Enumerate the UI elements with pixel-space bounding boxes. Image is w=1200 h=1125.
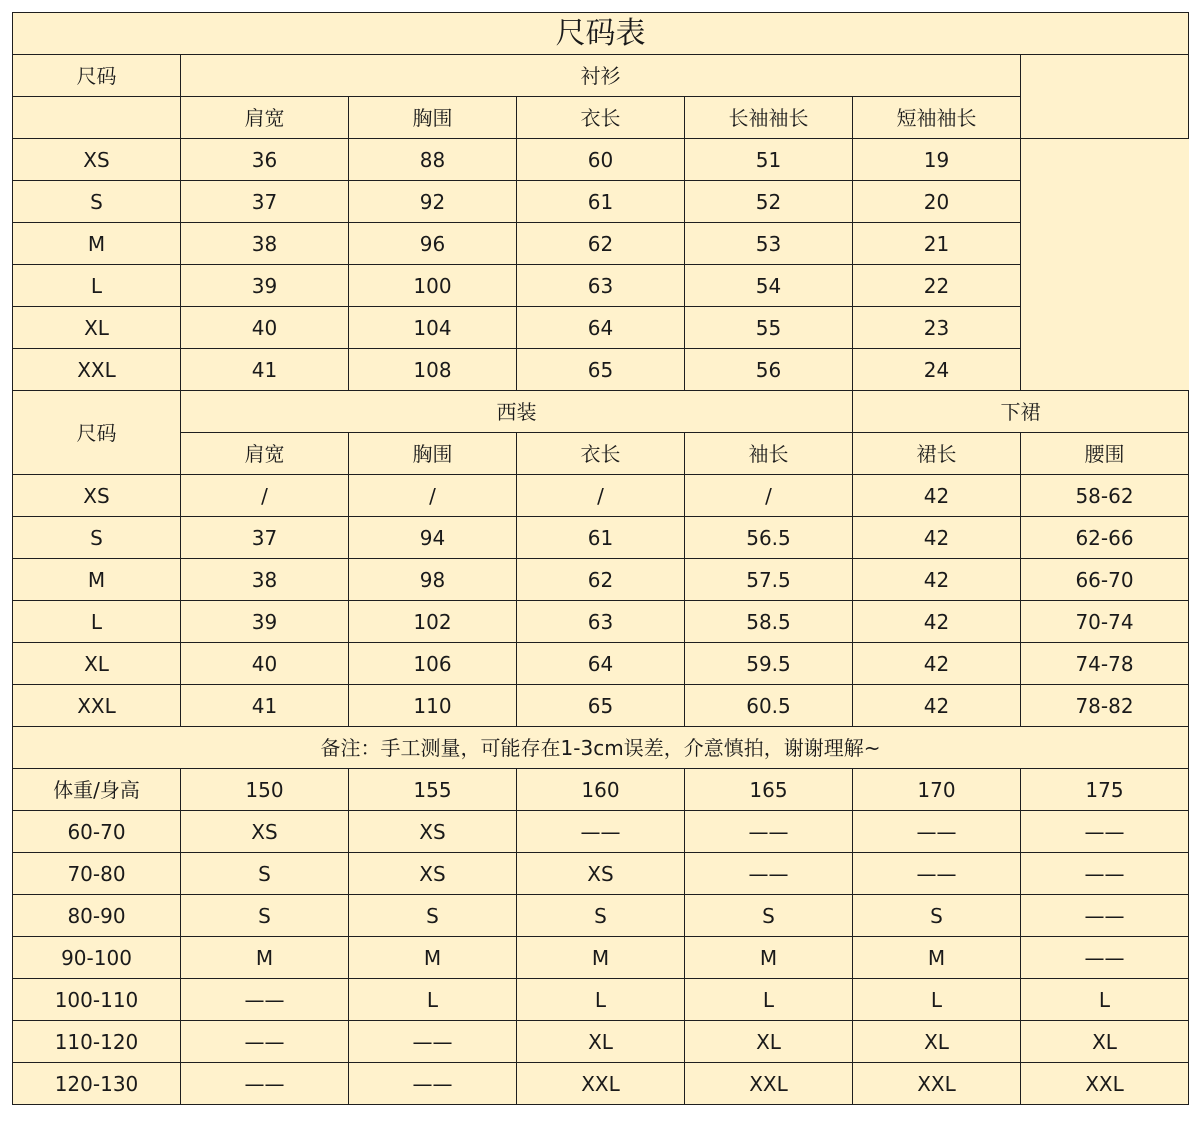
suit-cell: 59.5 (685, 643, 853, 685)
height-header-cell: 175 (1021, 769, 1189, 811)
recommend-cell: M (853, 937, 1021, 979)
skirt-cell: 42 (853, 475, 1021, 517)
suit-cell: 98 (349, 559, 517, 601)
note-text: 备注：手工测量，可能存在1-3cm误差，介意慎拍，谢谢理解~ (13, 727, 1189, 769)
recommend-cell: S (349, 895, 517, 937)
height-header-cell: 150 (181, 769, 349, 811)
shirt-cell: 24 (853, 349, 1021, 391)
size-chart-table (12, 12, 1189, 1105)
suit-row (13, 601, 1189, 643)
shirt-cell: 65 (517, 349, 685, 391)
suit-size: XS (13, 475, 181, 517)
recommend-header-row (13, 769, 1189, 811)
shirt-header-row (13, 97, 1189, 139)
suit-header-cell: 衣长 (517, 433, 685, 475)
suit-size-label: 尺码 (13, 391, 181, 475)
recommend-cell: XS (181, 811, 349, 853)
skirt-cell: 42 (853, 559, 1021, 601)
shirt-cell: 23 (853, 307, 1021, 349)
page-title: 尺码表 (13, 13, 1189, 55)
shirt-header-empty (13, 97, 181, 139)
title-row (13, 13, 1189, 55)
shirt-cell: 55 (685, 307, 853, 349)
note-section (13, 727, 1189, 769)
suit-cell: 94 (349, 517, 517, 559)
shirt-cell: 52 (685, 181, 853, 223)
shirt-size: XS (13, 139, 181, 181)
recommend-row (13, 937, 1189, 979)
suit-cell: 39 (181, 601, 349, 643)
shirt-cell: 37 (181, 181, 349, 223)
suit-header-row (13, 433, 1189, 475)
suit-cell: / (349, 475, 517, 517)
recommend-cell: M (685, 937, 853, 979)
recommend-cell: S (685, 895, 853, 937)
recommend-cell: XL (1021, 1021, 1189, 1063)
suit-cell: 38 (181, 559, 349, 601)
shirt-cell: 53 (685, 223, 853, 265)
suit-group-row (13, 391, 1189, 433)
shirt-header-cell: 胸围 (349, 97, 517, 139)
suit-cell: / (517, 475, 685, 517)
suit-cell: 61 (517, 517, 685, 559)
shirt-cell: 92 (349, 181, 517, 223)
recommend-cell: L (517, 979, 685, 1021)
recommend-row (13, 853, 1189, 895)
recommend-cell: S (181, 895, 349, 937)
recommend-cell: —— (1021, 811, 1189, 853)
recommend-cell: XXL (853, 1063, 1021, 1105)
recommend-cell: S (517, 895, 685, 937)
shirt-size-label: 尺码 (13, 55, 181, 97)
shirt-row (13, 307, 1189, 349)
recommend-cell: M (181, 937, 349, 979)
recommend-row (13, 811, 1189, 853)
suit-row (13, 685, 1189, 727)
suit-row (13, 559, 1189, 601)
shirt-group-label: 衬衫 (181, 55, 1021, 97)
skirt-header-cell: 腰围 (1021, 433, 1189, 475)
skirt-cell: 42 (853, 643, 1021, 685)
suit-cell: 57.5 (685, 559, 853, 601)
recommend-cell: XL (685, 1021, 853, 1063)
shirt-group-row (13, 55, 1189, 97)
shirt-cell: 104 (349, 307, 517, 349)
recommend-cell: S (181, 853, 349, 895)
suit-header-cell: 肩宽 (181, 433, 349, 475)
suit-size: XL (13, 643, 181, 685)
suit-cell: 110 (349, 685, 517, 727)
shirt-header-cell: 肩宽 (181, 97, 349, 139)
recommend-cell: —— (181, 1063, 349, 1105)
shirt-header-cell: 长袖袖长 (685, 97, 853, 139)
suit-cell: 58.5 (685, 601, 853, 643)
shirt-cell: 41 (181, 349, 349, 391)
shirt-cell: 51 (685, 139, 853, 181)
skirt-header-cell: 裙长 (853, 433, 1021, 475)
suit-size: XXL (13, 685, 181, 727)
recommend-cell: —— (685, 811, 853, 853)
skirt-group-label: 下裙 (853, 391, 1189, 433)
recommend-section (13, 769, 1189, 1105)
shirt-cell: 40 (181, 307, 349, 349)
recommend-cell: —— (181, 1021, 349, 1063)
recommend-cell: —— (1021, 895, 1189, 937)
shirt-cell: 96 (349, 223, 517, 265)
shirt-cell: 60 (517, 139, 685, 181)
suit-cell: 60.5 (685, 685, 853, 727)
shirt-cell: 62 (517, 223, 685, 265)
suit-cell: 62 (517, 559, 685, 601)
suit-header-cell: 胸围 (349, 433, 517, 475)
recommend-cell: S (853, 895, 1021, 937)
shirt-cell: 56 (685, 349, 853, 391)
shirt-row (13, 223, 1189, 265)
note-row (13, 727, 1189, 769)
recommend-cell: —— (853, 853, 1021, 895)
weight-range: 120-130 (13, 1063, 181, 1105)
height-header-cell: 170 (853, 769, 1021, 811)
recommend-cell: XXL (1021, 1063, 1189, 1105)
shirt-cell: 108 (349, 349, 517, 391)
shirt-size: XL (13, 307, 181, 349)
suit-cell: 63 (517, 601, 685, 643)
shirt-rows (13, 139, 1189, 391)
suit-cell: 56.5 (685, 517, 853, 559)
shirt-cell: 88 (349, 139, 517, 181)
shirt-cell: 22 (853, 265, 1021, 307)
shirt-header-cell: 短袖袖长 (853, 97, 1021, 139)
recommend-cell: L (349, 979, 517, 1021)
weight-range: 100-110 (13, 979, 181, 1021)
recommend-row (13, 979, 1189, 1021)
skirt-cell: 42 (853, 685, 1021, 727)
recommend-cell: XL (517, 1021, 685, 1063)
shirt-cell: 100 (349, 265, 517, 307)
height-header-cell: 165 (685, 769, 853, 811)
suit-row (13, 517, 1189, 559)
weight-range: 110-120 (13, 1021, 181, 1063)
shirt-cell: 38 (181, 223, 349, 265)
shirt-cell: 61 (517, 181, 685, 223)
skirt-cell: 74-78 (1021, 643, 1189, 685)
weight-range: 80-90 (13, 895, 181, 937)
shirt-header-cell: 衣长 (517, 97, 685, 139)
suit-cell: 37 (181, 517, 349, 559)
recommend-row (13, 1063, 1189, 1105)
recommend-cell: —— (853, 811, 1021, 853)
suit-cell: 41 (181, 685, 349, 727)
recommend-row (13, 1021, 1189, 1063)
suit-cell: 106 (349, 643, 517, 685)
shirt-cell: 19 (853, 139, 1021, 181)
weight-range: 70-80 (13, 853, 181, 895)
suit-row (13, 475, 1189, 517)
suit-size: S (13, 517, 181, 559)
skirt-cell: 58-62 (1021, 475, 1189, 517)
recommend-cell: M (349, 937, 517, 979)
recommend-cell: —— (349, 1063, 517, 1105)
height-header-cell: 160 (517, 769, 685, 811)
suit-size: L (13, 601, 181, 643)
shirt-size: M (13, 223, 181, 265)
shirt-size: L (13, 265, 181, 307)
shirt-row (13, 265, 1189, 307)
shirt-row (13, 181, 1189, 223)
recommend-row (13, 895, 1189, 937)
shirt-cell: 36 (181, 139, 349, 181)
recommend-cell: —— (181, 979, 349, 1021)
skirt-cell: 42 (853, 517, 1021, 559)
suit-size: M (13, 559, 181, 601)
recommend-cell: —— (685, 853, 853, 895)
shirt-cell: 63 (517, 265, 685, 307)
skirt-cell: 66-70 (1021, 559, 1189, 601)
suit-cell: / (685, 475, 853, 517)
suit-section (13, 391, 1189, 727)
shirt-blank-area (1021, 55, 1189, 139)
suit-cell: / (181, 475, 349, 517)
recommend-cell: XS (349, 853, 517, 895)
suit-cell: 40 (181, 643, 349, 685)
skirt-cell: 78-82 (1021, 685, 1189, 727)
shirt-cell: 21 (853, 223, 1021, 265)
suit-group-label: 西装 (181, 391, 853, 433)
weight-range: 60-70 (13, 811, 181, 853)
shirt-size: S (13, 181, 181, 223)
recommend-cell: L (1021, 979, 1189, 1021)
recommend-cell: L (685, 979, 853, 1021)
recommend-cell: XXL (517, 1063, 685, 1105)
recommend-header-label: 体重/身高 (13, 769, 181, 811)
suit-header-cell: 袖长 (685, 433, 853, 475)
recommend-cell: XS (349, 811, 517, 853)
recommend-cell: XXL (685, 1063, 853, 1105)
shirt-cell: 54 (685, 265, 853, 307)
shirt-cell: 39 (181, 265, 349, 307)
recommend-cell: —— (517, 811, 685, 853)
suit-row (13, 643, 1189, 685)
suit-cell: 64 (517, 643, 685, 685)
shirt-size: XXL (13, 349, 181, 391)
skirt-cell: 62-66 (1021, 517, 1189, 559)
suit-cell: 102 (349, 601, 517, 643)
shirt-cell: 20 (853, 181, 1021, 223)
shirt-cell: 64 (517, 307, 685, 349)
recommend-cell: —— (1021, 937, 1189, 979)
shirt-row (13, 349, 1189, 391)
shirt-row (13, 139, 1189, 181)
recommend-cell: —— (349, 1021, 517, 1063)
recommend-cell: XL (853, 1021, 1021, 1063)
skirt-cell: 70-74 (1021, 601, 1189, 643)
weight-range: 90-100 (13, 937, 181, 979)
recommend-cell: L (853, 979, 1021, 1021)
recommend-cell: M (517, 937, 685, 979)
recommend-cell: —— (1021, 853, 1189, 895)
height-header-cell: 155 (349, 769, 517, 811)
recommend-cell: XS (517, 853, 685, 895)
suit-cell: 65 (517, 685, 685, 727)
skirt-cell: 42 (853, 601, 1021, 643)
